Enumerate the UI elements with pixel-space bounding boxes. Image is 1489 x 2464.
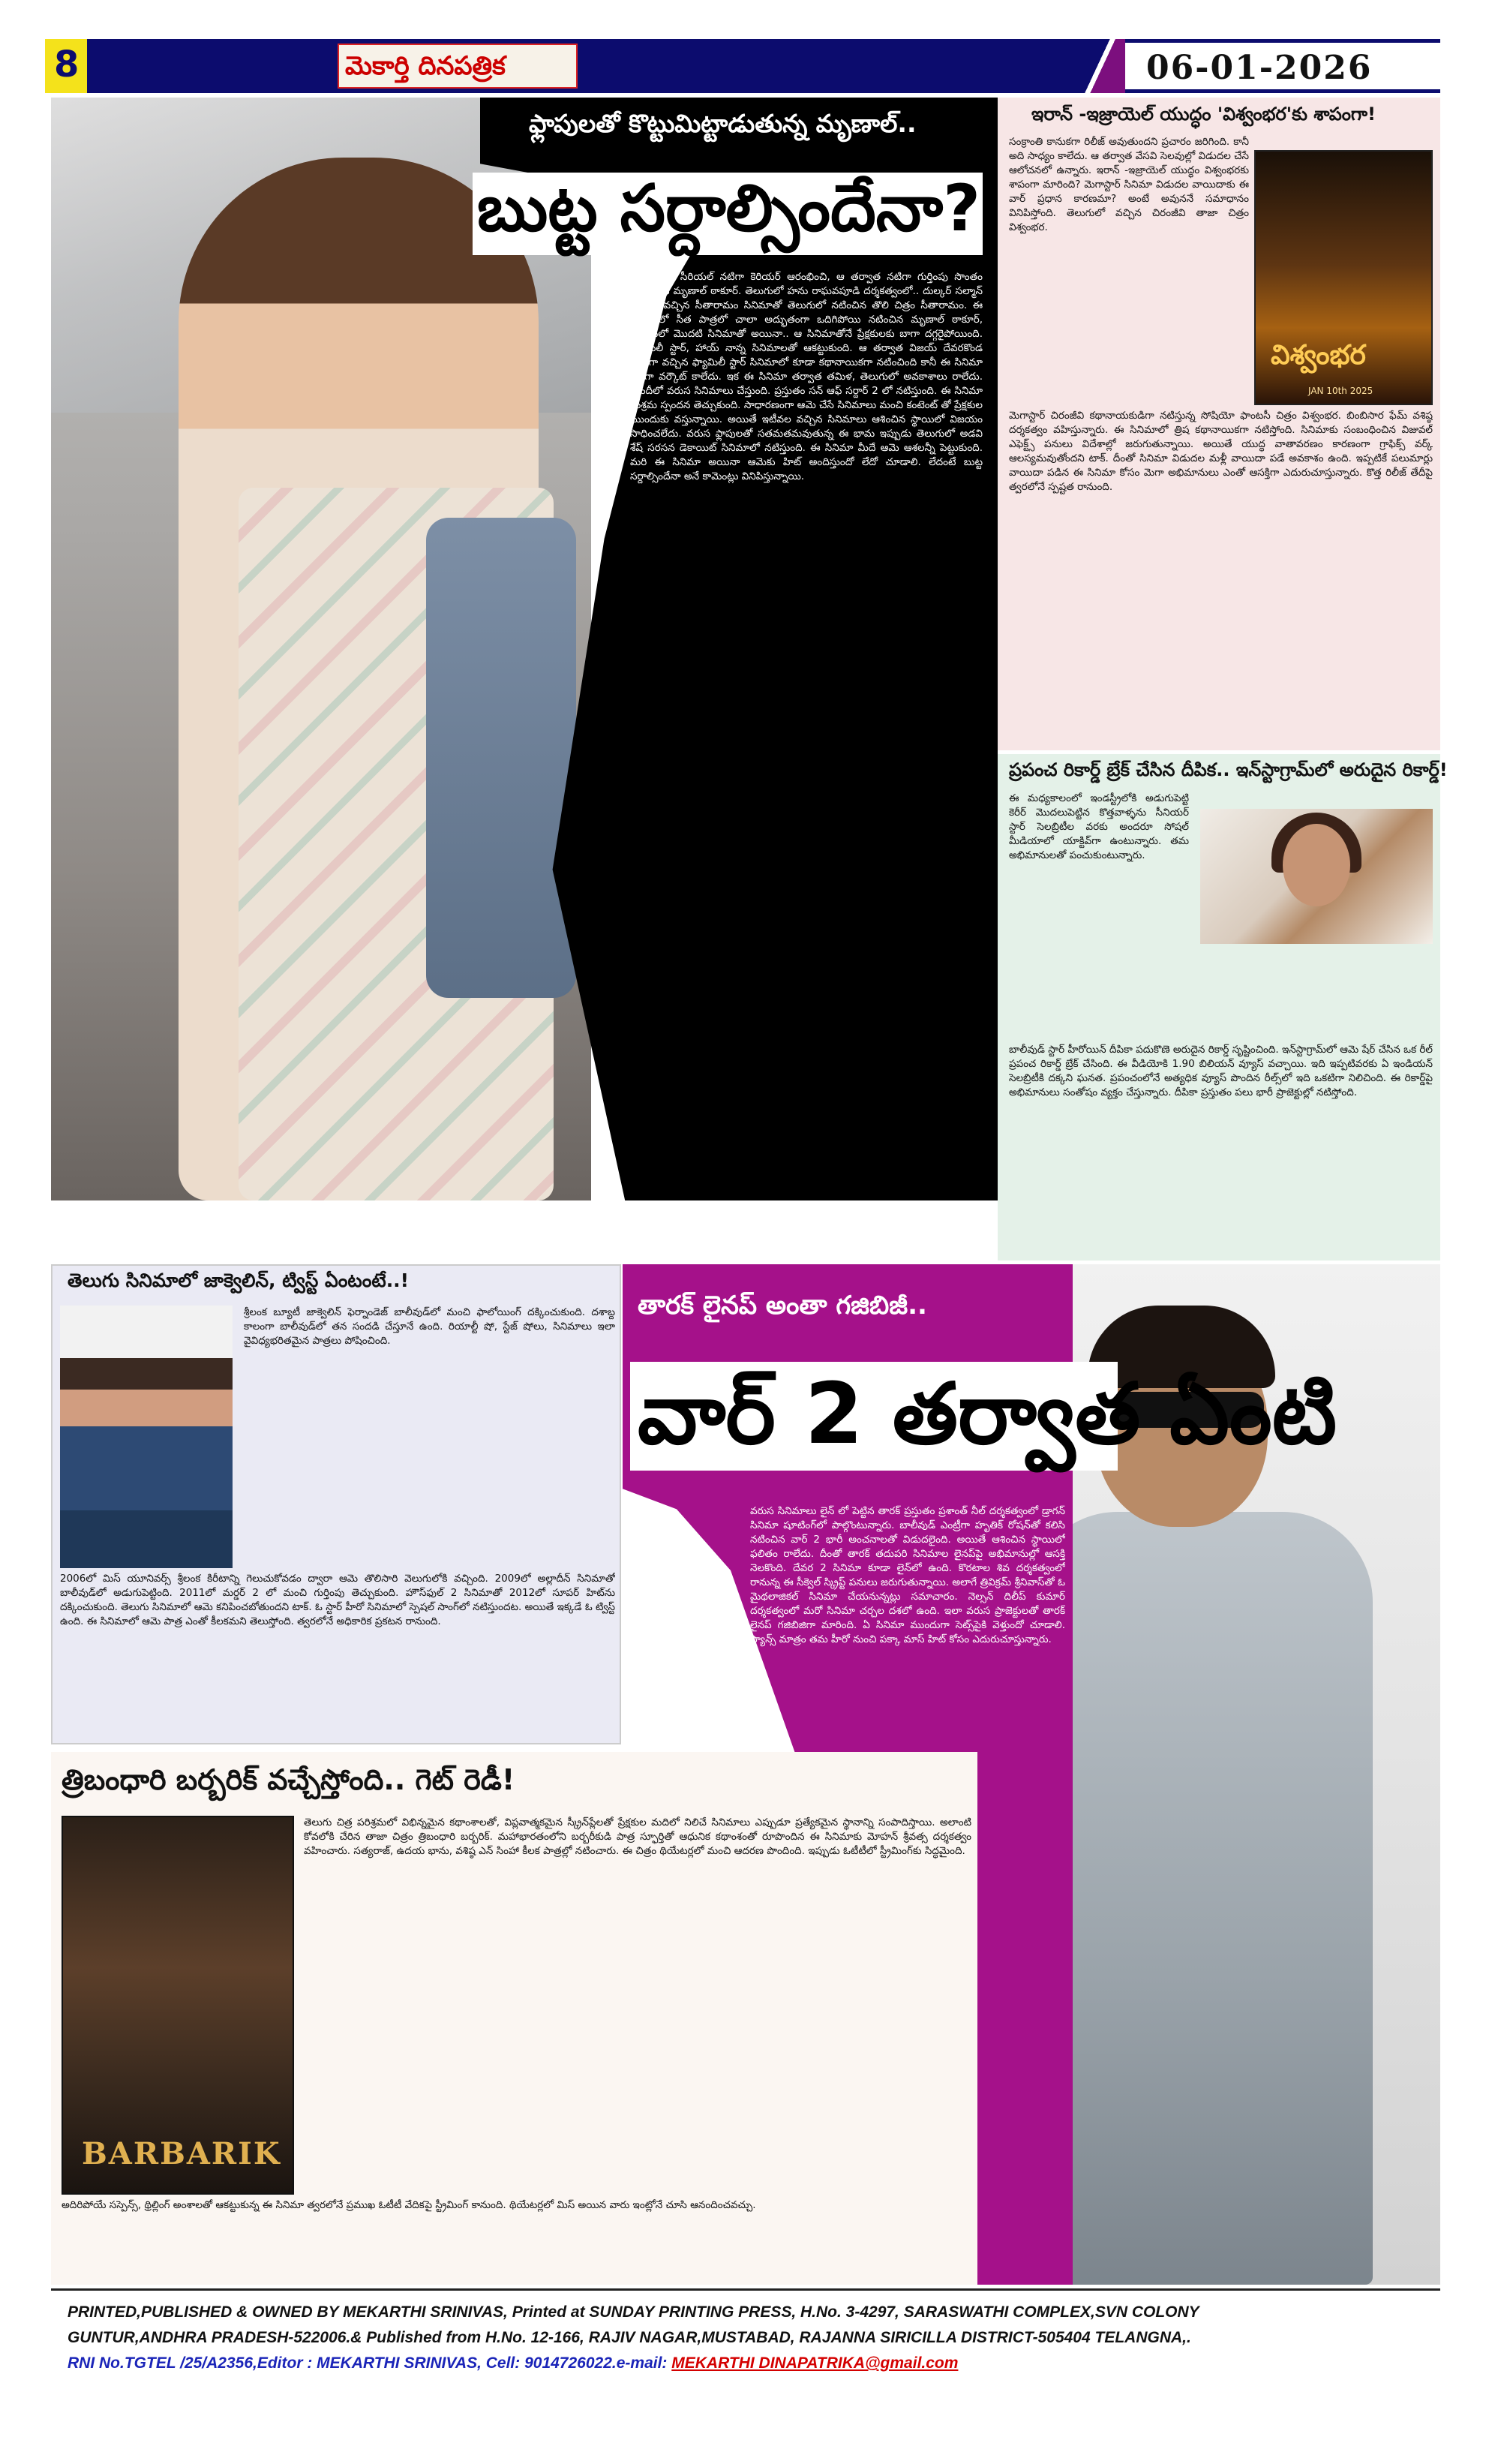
mrunal-photo	[51, 98, 591, 1200]
poster-logo: BARBARIK	[82, 2136, 281, 2171]
jacqueline-body-bottom: 2006లో మిస్ యూనివర్స్ శ్రీలంక కిరీటాన్ని గెలుచుకోవడం ద్వారా ఆమె తొలిసారి వెలుగులోకి వచ్చింది. 2009లో అల్లాదీన్ సినిమాతో బాలీవుడ్‌లో అడుగుపెట్టింది. 2011లో మర్డర్ 2 లో మంచి గుర్తింపు తెచ్చుకుంది. హౌస్‌ఫుల్ 2 సినిమాతో 2012లో సూపర్ హిట్‌ను దక్కించుకుంది. తెలుగు సినిమాలో ఆమె కనిపించబోతుందని టాక్. ఓ స్టార్ హీరో సినిమాలో స్పెషల్ సాంగ్‌లో నటిస్తుందట. అయితే ఇక్కడే ఓ ట్విస్ట్ ఉంది. ఈ సినిమాలో ఆమె పాత్ర ఎంతో కీలకమని తెలుస్తోంది. త్వరలోనే అధికారిక ప్రకటన రానుంది.	[60, 1573, 615, 1627]
mrunal-headline: బుట్ట సర్దాల్సిందేనా?	[477, 171, 980, 246]
imprint-line-2: GUNTUR,ANDHRA PRADESH-522006.& Published from H.No. 12-166, RAJIV NAGAR,MUSTABAD, RAJANNA SIRICILLA DISTRICT-505404 TELANGNA,.	[68, 2329, 1191, 2346]
war2-headline: వార్ 2 తర్వాత ఏంటి	[638, 1366, 1337, 1463]
face-shape	[1283, 824, 1350, 906]
page-number-box	[45, 39, 90, 93]
deepika-body-bottom: బాలీవుడ్ స్టార్ హీరోయిన్ దీపికా పదుకొణె అరుదైన రికార్డ్ సృష్టించింది. ఇన్‌స్టాగ్రామ్‌లో ఆమె షేర్ చేసిన ఒక రీల్ ప్రపంచ రికార్డ్ బ్రేక్ చేసింది. ఈ వీడియోకి 1.90 బిలియన్ వ్యూస్ వచ్చాయి. ఇది ఇప్పటివరకు ఏ ఇండియన్ సెలబ్రిటీకి దక్కని ఘనత. ప్రపంచంలోనే అత్యధిక వ్యూస్ పొందిన రీల్స్‌లో ఇది ఒకటిగా నిలిచింది. ఈ రికార్డ్‌పై అభిమానులు సంతోషం వ్యక్తం చేస్తున్నారు. దీపికా ప్రస్తుతం పలు భారీ ప్రాజెక్టుల్లో నటిస్తోంది.	[1009, 1044, 1433, 1098]
vishwambhara-body-top: సంక్రాంతి కానుకగా రిలీజ్ అవుతుందని ప్రచారం జరిగింది. కానీ అది సాధ్యం కాలేదు. ఆ తర్వాత వేసవి సెలవుల్లో విడుదల చేసే ఆలోచనలో ఉన్నారు. ఇరాన్ -ఇజ్రాయెల్ యుద్ధం విశ్వంభరకు శాపంగా మారింది? మెగాస్టార్ సినిమా విడుదల వాయిదాకు ఈ వార్ ప్రధాన కారణమా? అంటే అవుననే సమాధానం వినిపిస్తోంది. తెలుగులో వచ్చిన చిరంజీవి తాజా చిత్రం విశ్వంభర.	[1009, 136, 1249, 233]
war2-kicker: తారక్ లైనప్ అంతా గజిబిజీ..	[638, 1291, 927, 1321]
header-divider	[1073, 39, 1125, 93]
footer-rule	[51, 2288, 1440, 2291]
page-number: 8	[54, 44, 80, 86]
mrunal-body: హిందీ టీవీ సీరియల్ నటిగా కెరియర్ ఆరంభించి, ఆ తర్వాత నటిగా గుర్తింపు సొంతం చేసుకుంది మృణాల్ ఠాకూర్. తెలుగులో హను రాఘవపూడి దర్శకత్వంలో.. దుల్కర్ సల్మాన్ హీరోగా వచ్చిన సీతారామం సినిమాతో తెలుగులో నటించిన తొలి చిత్రం సీతారామం. ఈ సినిమాలో సీత పాత్రలో చాలా అద్భుతంగా ఒదిగిపోయి నటించిన మృణాల్ ఠాకూర్, తెలుగులో మొదటి సినిమాతో అయినా.. ఆ సినిమాతోనే ప్రేక్షకులకు బాగా దగ్గరైపోయింది. ఫ్యామిలీ స్టార్, హాయ్ నాన్న సినిమాలతో ఆకట్టుకుంది. ఆ తర్వాత విజయ్ దేవరకొండ హీరోగా వచ్చిన ఫ్యామిలీ స్టార్ సినిమాలో కూడా కథానాయికగా నటించింది కానీ ఈ సినిమా పెద్దగా వర్కౌట్ కాలేదు. ఇక ఈ సినిమా తర్వాత తమిళ, తెలుగులో అవకాశాలు రాలేదు. హిందీలో వరుస సినిమాలు చేస్తుంది. ప్రస్తుతం సన్ ఆఫ్ సర్దార్ 2 లో నటిస్తుంది. ఈ సినిమా మిశ్రమ స్పందన తెచ్చుకుంది. సాధారణంగా ఆమె చేసే సినిమాలు మంచి కంటెంట్ తో ప్రేక్షకుల ముందుకు వస్తున్నాయి. అయితే ఇటీవల వచ్చిన సినిమాలు ఆశించిన స్థాయిలో విజయం సాధించలేదు. వరుస ఫ్లాపులతో సతమతమవుతున్న ఈ భామ ఇప్పుడు తెలుగులో అడవి శేష్ సరసన డెకాయిట్ సినిమాలో నటిస్తుంది. ఈ సినిమా మీదే ఆమె ఆశలన్నీ పెట్టుకుంది. మరి ఈ సినిమా అయినా ఆమెకు హిట్ అందిస్తుందో లేదో చూడాలి. లేదంటే బుట్ట సర్దాల్సిందేనా అనే కామెంట్లు వినిపిస్తున్నాయి.	[630, 271, 983, 482]
deepika-photo	[1200, 809, 1433, 944]
barbarik-body-top: తెలుగు చిత్ర పరిశ్రమలో విభిన్నమైన కథాంశాలతో, విప్లవాత్మకమైన స్క్రీన్‌ప్లేలతో ప్రేక్షకుల మదిలో నిలిచే సినిమాలు ఎప్పుడూ ప్రత్యేకమైన స్థానాన్ని సంపాదిస్తాయి. అలాంటి కోవలోకి చేరిన తాజా చిత్రం త్రిబంధారి బర్బరిక్. మహాభారతంలోని బర్బరీకుడి పాత్ర స్ఫూర్తితో ఆధునిక కథాంశంతో రూపొందిన ఈ సినిమాకు మోహన్ శ్రీవత్స దర్శకత్వం వహించారు. సత్యరాజ్, ఉదయ భాను, వశిష్ఠ ఎన్ సింహా కీలక పాత్రల్లో నటించారు. ఈ చిత్రం థియేటర్లలో మంచి ఆదరణ పొందింది. ఇప్పుడు ఓటీటీలో స్ట్రీమింగ్‌కు సిద్ధమైంది.	[304, 1816, 971, 1857]
vishwambhara-headline: ఇరాన్ -ఇజ్రాయెల్ యుద్ధం 'విశ్వంభర'కు శాపంగా!	[1031, 104, 1376, 125]
deepika-headline: ప్రపంచ రికార్డ్ బ్రేక్ చేసిన దీపిక.. ఇన్‌స్టాగ్రామ్‌లో అరుదైన రికార్డ్!	[1009, 759, 1448, 780]
date-box	[1125, 39, 1440, 93]
jacqueline-photo	[60, 1306, 233, 1568]
denim-shirt	[1028, 1512, 1373, 2285]
barbarik-body-bottom: అదిరిపోయే సస్పెన్స్, థ్రిల్లింగ్ అంశాలతో ఆకట్టుకున్న ఈ సినిమా త్వరలోనే ప్రముఖ ఓటీటీ వేదికపై స్ట్రీమింగ్ కానుంది. థియేటర్లలో మిస్ అయిన వారు ఇంట్లోనే చూసి ఆనందించవచ్చు.	[62, 2199, 756, 2211]
masthead-header	[45, 39, 1440, 93]
vishwambhara-body-bottom: మెగాస్టార్ చిరంజీవి కథానాయకుడిగా నటిస్తున్న సోషియో ఫాంటసీ చిత్రం విశ్వంభర. బింబిసార ఫేమ్ వశిష్ఠ దర్శకత్వం వహిస్తున్నారు. ఈ సినిమాలో త్రిష కథానాయికగా నటిస్తోంది. సినిమాకు సంబంధించిన విజువల్ ఎఫెక్ట్స్ పనులు విదేశాల్లో జరుగుతున్నాయి. అయితే యుద్ధ వాతావరణం కారణంగా గ్రాఫిక్స్ వర్క్ ఆలస్యమవుతోందని టాక్. దీంతో సినిమా విడుదల మళ్లీ వాయిదా పడే అవకాశం ఉంది. ఇప్పటికే పలుమార్లు వాయిదా పడిన ఈ సినిమా కోసం మెగా అభిమానులు ఎంతో ఆసక్తిగా ఎదురుచూస్తున్నారు. కొత్త రిలీజ్ తేదీపై త్వరలోనే స్పష్టత రానుంది.	[1009, 410, 1433, 493]
jacqueline-body-top: శ్రీలంక బ్యూటీ జాక్వెలిన్ ఫెర్నాండెజ్ బాలీవుడ్‌లో మంచి ఫాలోయింగ్ దక్కించుకుంది. దశాబ్ద కాలంగా బాలీవుడ్‌లో తన సందడి చేస్తూనే ఉంది. రియాల్టీ షో, స్టేజ్ షోలు, సినిమాలు ఇలా వైవిధ్యభరితమైన పాత్రలు పోషించింది.	[244, 1306, 615, 1347]
jacqueline-headline: తెలుగు సినిమాలో జాక్వెలిన్, ట్విస్ట్ ఏంటంటే..!	[68, 1270, 410, 1291]
email-link[interactable]: MEKARTHI DINAPATRIKA@gmail.com	[671, 2354, 959, 2372]
issue-date: 06-01-2026	[1146, 49, 1373, 87]
deepika-body-top: ఈ మధ్యకాలంలో ఇండస్ట్రీలోకి అడుగుపెట్టి కెరీర్ మొదలుపెట్టిన కొత్తవాళ్ళను సీనియర్ స్టార్ సెలబ్రిటీల వరకు అందరూ సోషల్ మీడియాలో యాక్టివ్‌గా ఉంటున్నారు. తమ అభిమానులతో పంచుకుంటున్నారు.	[1009, 792, 1189, 861]
newspaper-logo	[338, 44, 578, 89]
blue-stole	[426, 518, 576, 998]
imprint-line-3	[68, 2354, 958, 2372]
barbarik-headline: త్రిబంధారి బర్బరిక్ వచ్చేస్తోంది.. గెట్ రెడీ!	[62, 1763, 515, 1796]
poster-title: విశ్వంభర	[1271, 339, 1366, 371]
vishwambhara-poster	[1254, 150, 1433, 405]
barbarik-poster	[62, 1816, 294, 2195]
imprint-rni-editor: RNI No.TGTEL /25/A2356,Editor : MEKARTHI SRINIVAS, Cell: 9014726022.e-mail:	[68, 2354, 672, 2372]
mrunal-kicker: ఫ్లాపులతో కొట్టుమిట్టాడుతున్న మృణాల్..	[529, 109, 917, 138]
poster-date: JAN 10th 2025	[1308, 386, 1373, 396]
war2-body: వరుస సినిమాలు లైన్ లో పెట్టిన తారక్ ప్రస్తుతం ప్రశాంత్ నీల్ దర్శకత్వంలో డ్రాగన్ సినిమా షూటింగ్‌లో పాల్గొంటున్నారు. బాలీవుడ్ ఎంట్రీగా హృతిక్ రోషన్‌తో కలిసి నటించిన వార్ 2 భారీ అంచనాలతో విడుదలైంది. అయితే ఆశించిన స్థాయిలో ఫలితం రాలేదు. దీంతో తారక్ తదుపరి సినిమాల లైనప్‌పై అభిమానుల్లో ఆసక్తి నెలకొంది. దేవర 2 సినిమా కూడా లైన్‌లో ఉంది. కొరటాల శివ దర్శకత్వంలో రానున్న ఈ సీక్వెల్ స్క్రిప్ట్ పనులు జరుగుతున్నాయి. అలాగే త్రివిక్రమ్ శ్రీనివాస్‌తో ఓ మైథలాజికల్ సినిమా చేయనున్నట్లు సమాచారం. నెల్సన్ దిలీప్ కుమార్ దర్శకత్వంలో మరో సినిమా చర్చల దశలో ఉంది. ఇలా వరుస ప్రాజెక్టులతో తారక్ లైనప్ గజిబిజిగా మారింది. ఏ సినిమా ముందుగా సెట్స్‌పైకి వెళ్తుందో చూడాలి. ఫ్యాన్స్ మాత్రం తమ హీరో నుంచి పక్కా మాస్ హిట్ కోసం ఎదురుచూస్తున్నారు.	[750, 1505, 1065, 1645]
imprint-line-1: PRINTED,PUBLISHED & OWNED BY MEKARTHI SRINIVAS, Printed at SUNDAY PRINTING PRESS, H.No. 3-4297, SARASWATHI COMPLEX,SVN COLONY	[68, 2303, 1199, 2321]
newspaper-name: మెకార్తి దినపత్రిక	[345, 51, 506, 81]
